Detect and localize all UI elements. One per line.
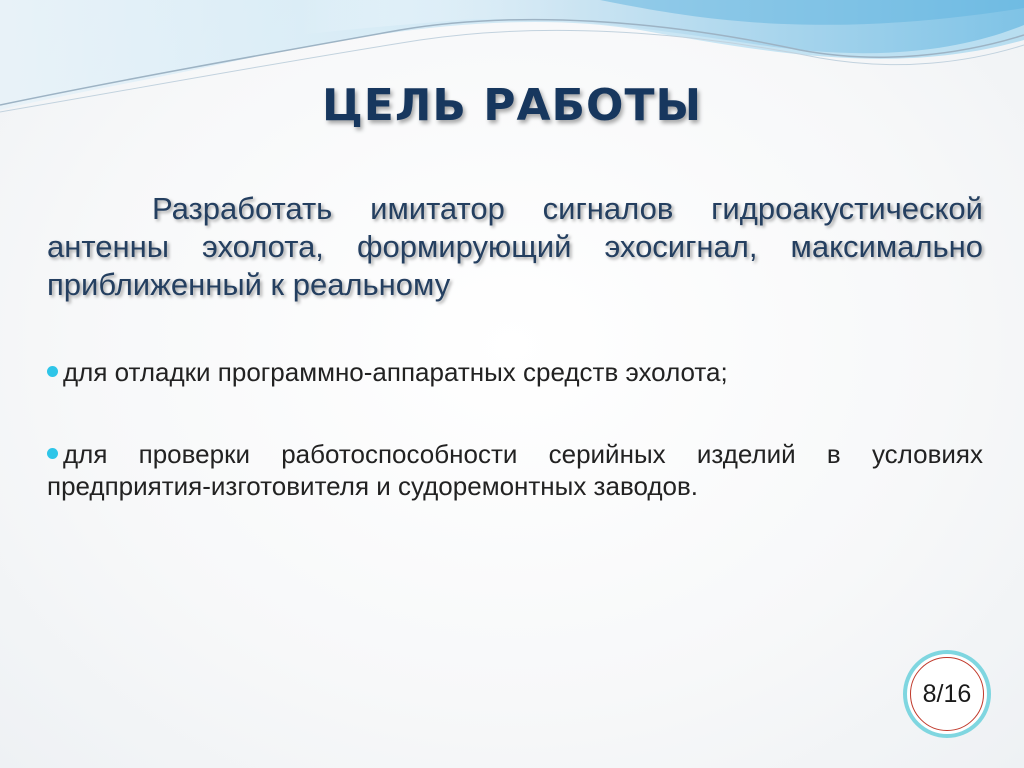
goal-statement: Разработать имитатор сигналов гидроакустической антенны эхолота, формирующий эхосигнал, максимально приближенный к реальному [47, 191, 983, 302]
bullet-text: для проверки работоспособности серийных изделий в условиях предприятия-изготовителя и судоремонтных заводов. [47, 439, 983, 501]
page-number-ring [910, 657, 984, 731]
bullet-item [47, 438, 983, 502]
bullet-dot-icon [47, 366, 58, 377]
bullet-text: для отладки программно-аппаратных средств эхолота; [63, 357, 728, 387]
slide-title: ЦЕЛЬ РАБОТЫ [321, 80, 703, 131]
slide-content [47, 190, 983, 552]
page-number: 8/16 [922, 679, 972, 708]
page-number-badge [903, 650, 991, 738]
bullet-item [47, 356, 983, 388]
bullet-dot-icon [47, 448, 58, 459]
bullet-list [47, 356, 983, 502]
